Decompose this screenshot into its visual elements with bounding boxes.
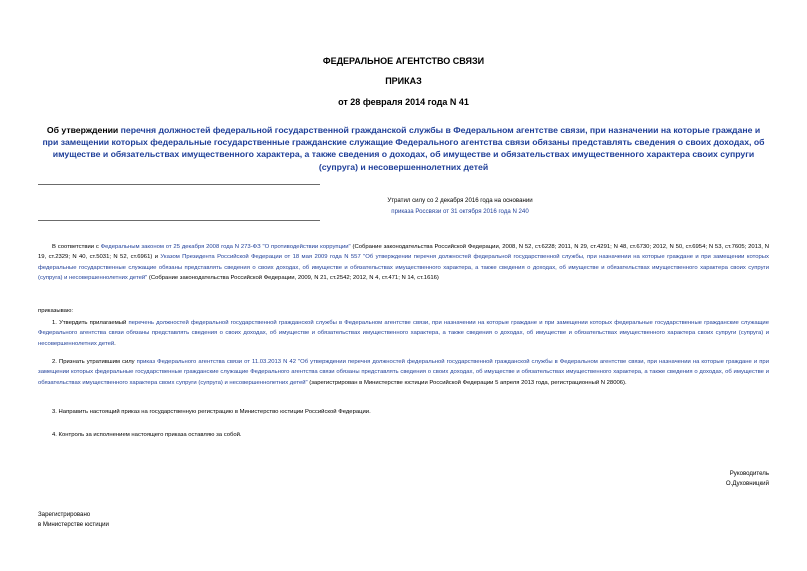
signature-name: О.Духовницкий <box>725 480 769 488</box>
divider-top <box>38 184 320 185</box>
signature-role: Руководитель <box>729 470 769 477</box>
document-date-number: от 28 февраля 2014 года N 41 <box>338 97 469 107</box>
item-2-link[interactable]: приказ Федерального агентства связи от 11.03.2013 N 42 "Об утверждении перечня должностей федеральной государственной гражданской службы в Федеральном агентстве связи, при назначении на которые граждане и при замещении которых федеральные государственные гражданские служащие Федерального агентства связи обязаны представлять сведения о своих доходах, об имуществе и обязательствах имущественного характера, а также сведения о доходах, об имуществе и обязательствах имущественного характера своих супруги (супруга) и несовершеннолетних детей" <box>38 359 769 386</box>
document-type: ПРИКАЗ <box>385 76 422 86</box>
agency-name: ФЕДЕРАЛЬНОЕ АГЕНТСТВО СВЯЗИ <box>322 56 485 66</box>
document-title <box>38 124 769 173</box>
title-prefix: Об утверждении <box>46 125 121 135</box>
item-2-text: 2. Признать утратившим силу <box>52 359 137 365</box>
signature-block <box>726 469 769 490</box>
status-link[interactable]: приказа Россвязи от 31 октября 2016 года N 240 <box>391 207 529 215</box>
item-2 <box>38 357 769 388</box>
item-3: 3. Направить настоящий приказ на государственную регистрацию в Министерство юстиции Российской Федерации. <box>52 409 371 415</box>
item-1-text: 1. Утвердить прилагаемый <box>52 320 129 326</box>
registration-line-1: Зарегистрировано <box>38 511 91 518</box>
preamble-text-1: В соответствии с <box>52 244 101 250</box>
registration-line-2: в Министерстве юстиции <box>38 521 109 529</box>
preamble-text-3: (Собрание законодательства Российской Федерации, 2009, N 21, ст.2542; 2012, N 4, ст.471; N 14, ст.1616) <box>147 275 439 282</box>
preamble-decree-link[interactable]: Указом Президента Российской Федерации от 18 мая 2009 года N 557 "Об утверждении перечня должностей федеральной государственной службы, при назначении на которые граждане и при замещении которых федеральные государственные служащие обязаны представлять сведения о своих доходах, об имуществе и обязательствах имущественного характера, а также сведения о доходах, об имуществе и обязательствах имущественного характера своих супруги (супруга) и несовершеннолетних детей" <box>38 254 769 282</box>
divider-bottom <box>38 220 320 221</box>
preamble-law-link[interactable]: Федеральным законом от 25 декабря 2008 года N 273-ФЗ "О противодействии коррупции" <box>100 244 351 250</box>
item-4: 4. Контроль за исполнением настоящего приказа оставляю за собой. <box>52 432 242 438</box>
item-1-link[interactable]: перечень должностей федеральной государственной гражданской службы в Федеральном агентстве связи, при назначении на которые граждане и при замещении которых федеральные государственные гражданские служащие Федерального агентства связи обязаны представлять сведения о своих доходах, об имуществе и обязательствах имущественного характера, а также сведения о доходах, об имуществе и обязательствах имущественного характера своих супруги (супруга) и несовершеннолетних детей <box>38 320 770 347</box>
preamble-paragraph <box>38 242 769 284</box>
status-note <box>280 196 640 217</box>
item-1 <box>38 318 769 349</box>
registration-block <box>38 510 109 531</box>
preamble-text-2: (Собрание законодательства Российской Федерации, 2008, N 52, ст.6228; 2011, N 29, ст.4291; N 48, ст.6730; 2012, N 50, ст.6954; N 53, ст.7605; 2013, N 19, ст.2329; N 40, ст.5031; N 52, ст.6961) и <box>38 244 769 261</box>
item-2-end: (зарегистрирован в Министерстве юстиции Российской Федерации 5 апреля 2013 года, регистрационный N 28006). <box>307 379 627 386</box>
item-1-end: . <box>114 340 116 347</box>
title-link[interactable]: перечня должностей федеральной государственной гражданской службы в Федеральном агентстве связи, при назначении на которые граждане и при замещении которых федеральные государственные гражданские служащие Федерального агентства связи обязаны представлять сведения о своих доходах, об имуществе и обязательствах имущественного характера, а также сведения о доходах, об имуществе и обязательствах имущественного характера своих супруги (супруга) и несовершеннолетних детей <box>42 125 765 172</box>
status-line: Утратил силу со 2 декабря 2016 года на основании <box>387 197 533 204</box>
order-word: приказываю: <box>38 308 74 314</box>
